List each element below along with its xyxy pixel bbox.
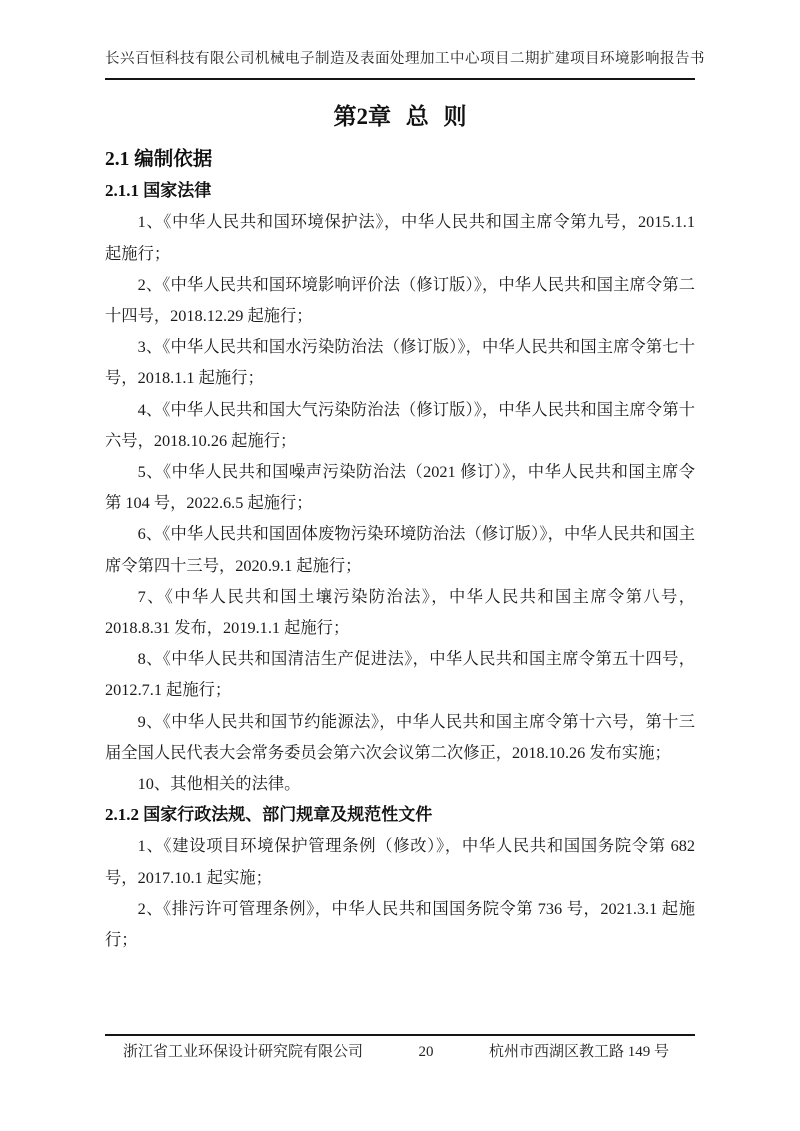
footer-page-number: 20 (418, 1044, 434, 1060)
law-item-4: 4、《中华人民共和国大气污染防治法（修订版）》，中华人民共和国主席令第十六号，2018.10.26 起施行； (105, 399, 695, 450)
law-item-1: 1、《中华人民共和国环境保护法》，中华人民共和国主席令第九号，2015.1.1 起施行； (105, 212, 695, 263)
law-item-5: 5、《中华人民共和国噪声污染防治法（2021 修订）》，中华人民共和国主席令第 104 号，2022.6.5 起施行； (105, 462, 695, 513)
section-heading-2-1: 2.1 编制依据 (105, 149, 213, 170)
document-body (105, 144, 695, 955)
footer-rule (105, 1034, 695, 1036)
law-item-6: 6、《中华人民共和国固体废物污染环境防治法（修订版）》，中华人民共和国主席令第四十三号，2020.9.1 起施行； (105, 524, 695, 575)
law-item-3: 3、《中华人民共和国水污染防治法（修订版）》，中华人民共和国主席令第七十号，2018.1.1 起施行； (105, 337, 695, 388)
footer-company: 浙江省工业环保设计研究院有限公司 (123, 1044, 364, 1060)
regulation-item-2: 2、《排污许可管理条例》，中华人民共和国国务院令第 736 号，2021.3.1 起施行； (105, 898, 695, 950)
footer-address: 杭州市西湖区教工路 149 号 (488, 1044, 669, 1060)
law-item-7: 7、《中华人民共和国土壤污染防治法》，中华人民共和国主席令第八号，2018.8.31 发布，2019.1.1 起施行； (105, 586, 695, 638)
page-footer (105, 1041, 695, 1063)
law-item-10: 10、其他相关的法律。 (137, 774, 301, 794)
page-header-title: 长兴百恒科技有限公司机械电子制造及表面处理加工中心项目二期扩建项目环境影响报告书 (105, 51, 705, 67)
law-item-8: 8、《中华人民共和国清洁生产促进法》，中华人民共和国主席令第五十四号，2012.7.1 起施行； (105, 649, 695, 700)
chapter-title: 第2章 总 则 (333, 104, 467, 129)
law-item-9: 9、《中华人民共和国节约能源法》，中华人民共和国主席令第十六号，第十三届全国人民代表大会常务委员会第六次会议第二次修正，2018.10.26 发布实施； (105, 711, 695, 762)
section-heading-2-1-2: 2.1.2 国家行政法规、部门规章及规范性文件 (105, 805, 433, 825)
regulation-item-1: 1、《建设项目环境保护管理条例（修改）》，中华人民共和国国务院令第 682 号，2017.10.1 起实施； (105, 836, 695, 887)
law-item-2: 2、《中华人民共和国环境影响评价法（修订版）》，中华人民共和国主席令第二十四号，2018.12.29 起施行； (105, 274, 695, 326)
section-heading-2-1-1: 2.1.1 国家法律 (105, 181, 212, 201)
header-rule (105, 78, 695, 80)
